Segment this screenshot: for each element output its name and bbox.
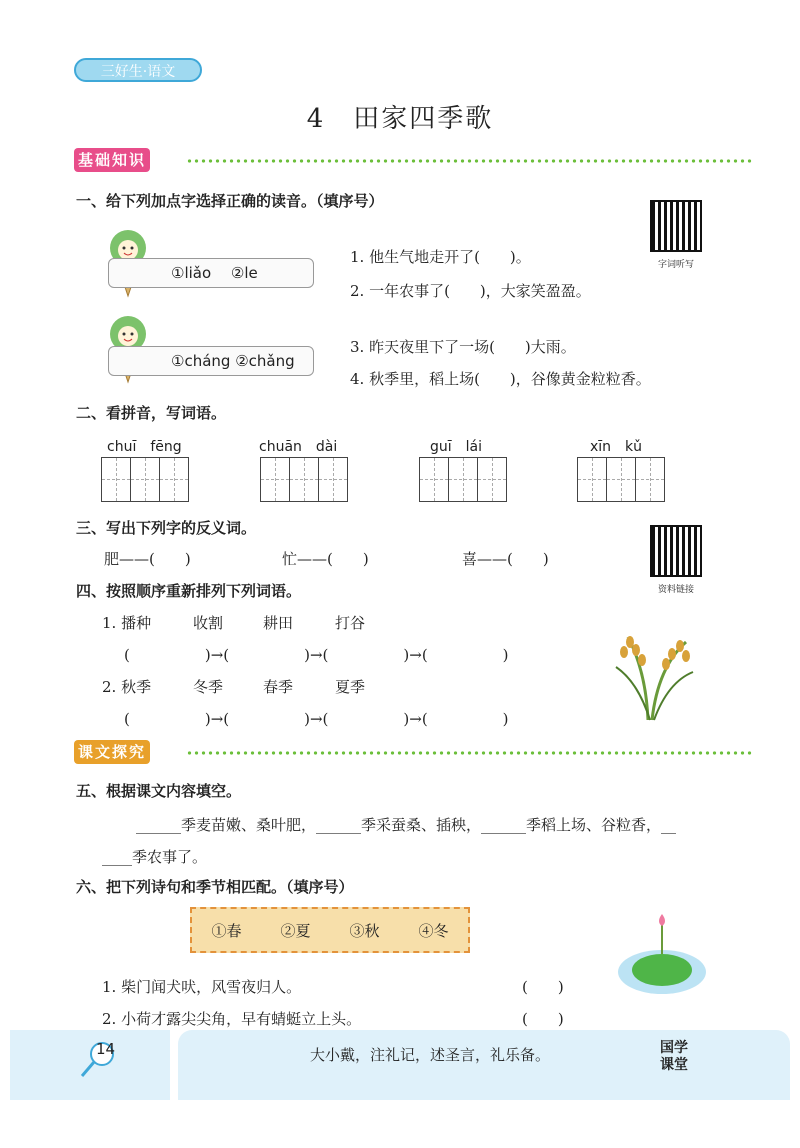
pinyin-label: guī lái: [430, 439, 483, 455]
q1-item-1: 1. 他生气地走开了( )。: [350, 248, 531, 266]
writing-grid[interactable]: [577, 457, 664, 502]
season-option: ④冬: [418, 921, 449, 940]
writing-grid[interactable]: [260, 457, 347, 502]
section-banner-basic: [74, 148, 684, 172]
q1-item-2: 2. 一年农事了( )，大家笑盈盈。: [350, 282, 591, 300]
poem-line-1: 1. 柴门闻犬吠，风雪夜归人。: [102, 978, 302, 996]
word: 冬季: [193, 678, 224, 696]
q2-heading: 二、看拼音，写词语。: [76, 404, 227, 422]
season-option: ③秋: [349, 921, 380, 940]
pinyin-options-a: [108, 258, 314, 288]
word: 收割: [193, 614, 224, 632]
q1-item-4: 4. 秋季里，稻上场( )，谷像黄金粒粒香。: [350, 370, 651, 388]
qr-caption: 字词听写: [657, 260, 694, 270]
q5-heading: 五、根据课文内容填空。: [76, 782, 242, 800]
pinyin-options-b: [108, 346, 314, 376]
season-option: ②夏: [280, 921, 311, 940]
options-a-text: ①liǎo ②le: [171, 264, 258, 282]
options-b-text: ①cháng ②chǎng: [171, 352, 295, 370]
q3-heading: 三、写出下列字的反义词。: [76, 519, 257, 537]
word: 1. 播种: [102, 614, 152, 632]
answer-blank: ( ): [522, 1010, 564, 1028]
rice-plant-icon: [608, 612, 698, 722]
page-title: 4 田家四季歌: [306, 104, 494, 134]
section-label: 课文探究: [74, 740, 150, 764]
pinyin-label: chuān dài: [259, 439, 338, 455]
section-label: 基础知识: [74, 148, 150, 172]
footer-right-panel: [178, 1030, 790, 1100]
word: 夏季: [335, 678, 366, 696]
section-banner-explore: [74, 740, 684, 764]
antonym-item: 忙——( ): [282, 550, 369, 568]
word: 打谷: [335, 614, 366, 632]
writing-grid[interactable]: [101, 457, 188, 502]
season-options-box: [190, 907, 470, 953]
q1-item-3: 3. 昨天夜里下了一场( )大雨。: [350, 338, 576, 356]
fill-line-1: ______季麦苗嫩、桑叶肥，______季采蚕桑、插秧，______季稻上场、谷粒香，__: [136, 816, 677, 834]
dotted-divider: [186, 751, 754, 755]
footer-corner-label: 国学课堂: [660, 1040, 688, 1073]
fill-line-2: ____季农事了。: [102, 848, 208, 866]
answer-blank: ( ): [522, 978, 564, 996]
qr-caption: 资料链接: [657, 585, 694, 595]
q4-heading: 四、按照顺序重新排列下列词语。: [76, 582, 302, 600]
qr-code-icon[interactable]: [650, 200, 702, 252]
q6-heading: 六、把下列诗句和季节相匹配。（填序号）: [76, 878, 354, 896]
page-number: 14: [96, 1040, 116, 1058]
antonym-item: 肥——( ): [104, 550, 191, 568]
pinyin-label: xīn kǔ: [590, 439, 643, 455]
q1-heading: 一、给下列加点字选择正确的读音。（填序号）: [76, 192, 384, 210]
book-tag: 三好生·语文: [74, 58, 202, 82]
footer-motto: 大小戴，注礼记，述圣言，礼乐备。: [310, 1046, 551, 1064]
antonym-item: 喜——( ): [462, 550, 549, 568]
dotted-divider: [186, 159, 754, 163]
lotus-icon: [612, 910, 712, 1000]
qr-code-icon[interactable]: [650, 525, 702, 577]
season-option: ①春: [211, 921, 242, 940]
word: 耕田: [263, 614, 294, 632]
answer-line: ( )→( )→( )→( ): [124, 646, 509, 664]
pinyin-label: chuī fēng: [107, 439, 182, 455]
word: 2. 秋季: [102, 678, 152, 696]
writing-grid[interactable]: [419, 457, 506, 502]
word: 春季: [263, 678, 294, 696]
answer-line: ( )→( )→( )→( ): [124, 710, 509, 728]
poem-line-2: 2. 小荷才露尖尖角，早有蜻蜓立上头。: [102, 1010, 362, 1028]
